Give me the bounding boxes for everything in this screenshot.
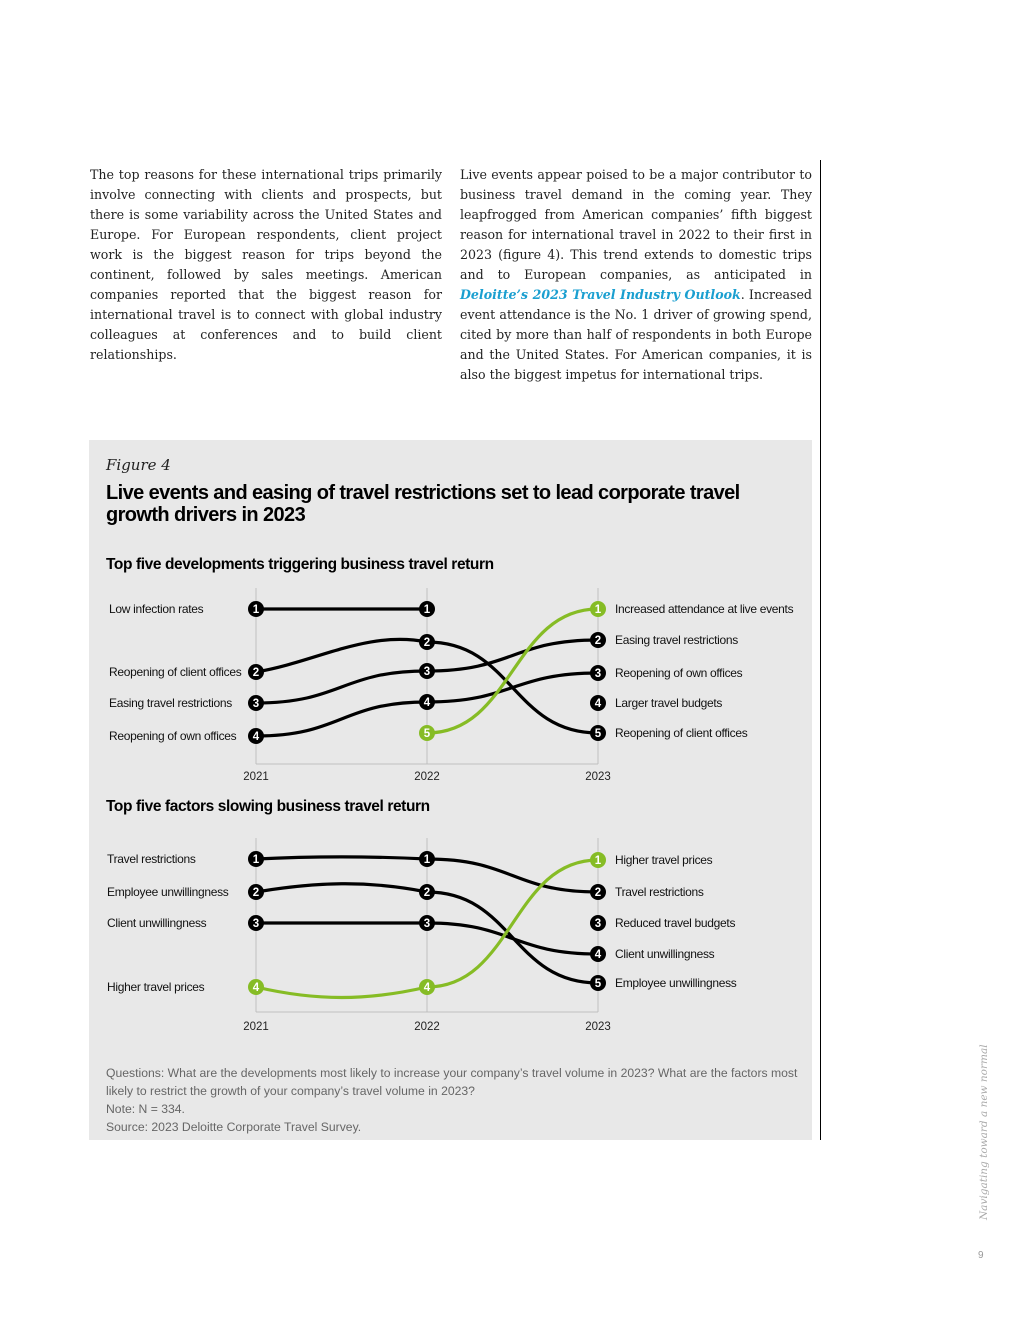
chart-developments xyxy=(89,580,812,790)
notes-source: Source: 2023 Deloitte Corporate Travel Survey. xyxy=(106,1120,362,1134)
chart-1-title: Top five developments triggering business travel return xyxy=(106,556,494,573)
figure-notes xyxy=(106,1064,806,1136)
notes-n: Note: N = 334. xyxy=(106,1102,185,1116)
running-title: Navigating toward a new normal xyxy=(978,1044,990,1220)
rank-number: 5 xyxy=(594,978,602,991)
figure-4-panel xyxy=(89,440,812,1140)
right-label: Easing travel restrictions xyxy=(615,633,738,647)
rank-number: 4 xyxy=(423,697,431,710)
year-label-2023: 2023 xyxy=(585,771,611,783)
rank-number: 2 xyxy=(594,635,602,648)
rank-number: 1 xyxy=(423,854,431,867)
rank-number: 3 xyxy=(423,918,431,931)
page-number: 9 xyxy=(978,1250,984,1261)
left-label: Reopening of own offices xyxy=(109,729,237,743)
rank-number: 3 xyxy=(252,698,260,711)
rank-number: 1 xyxy=(423,604,431,617)
rank-number: 3 xyxy=(252,918,260,931)
rank-number: 1 xyxy=(594,604,602,617)
right-label: Reopening of own offices xyxy=(615,666,743,680)
right-label: Travel restrictions xyxy=(615,885,704,899)
year-label-2022: 2022 xyxy=(414,1021,440,1033)
left-label: Higher travel prices xyxy=(107,980,205,994)
rank-number: 4 xyxy=(594,698,602,711)
body-column-right xyxy=(460,165,812,385)
right-paragraph xyxy=(460,165,812,385)
rank-number: 5 xyxy=(423,728,431,741)
figure-label: Figure 4 xyxy=(106,456,171,474)
right-paragraph-part2: . Increased event attendance is the No. 1 driver of growing spend, cited by more than half of respondents in both Europe and the United States. For American companies, it is also the biggest impetus for international trips. xyxy=(460,287,812,382)
rank-number: 5 xyxy=(594,728,602,741)
figure-title: Live events and easing of travel restrictions set to lead corporate travel growth drivers in 2023 xyxy=(106,482,740,526)
right-label: Higher travel prices xyxy=(615,853,713,867)
body-column-left xyxy=(90,165,442,365)
right-label: Reduced travel budgets xyxy=(615,916,736,930)
right-paragraph-part1: Live events appear poised to be a major contributor to business travel demand in the coming year. They leapfrogged from American companies’ fifth biggest reason for international travel in 2022 to their first in 2023 (figure 4). This trend extends to domestic trips and to European companies, as anticipated in xyxy=(460,167,812,282)
rank-number: 1 xyxy=(252,854,260,867)
right-label: Client unwillingness xyxy=(615,947,715,961)
column-divider xyxy=(820,160,821,1140)
year-label-2023: 2023 xyxy=(585,1021,611,1033)
rank-number: 3 xyxy=(594,918,602,931)
rank-number: 4 xyxy=(252,982,260,995)
left-label: Easing travel restrictions xyxy=(109,696,232,710)
rank-number: 2 xyxy=(423,887,431,900)
rank-number: 1 xyxy=(594,855,602,868)
right-label: Reopening of client offices xyxy=(615,726,748,740)
left-paragraph: The top reasons for these international trips primarily involve connecting with clients and prospects, but there is some variability across the United States and Europe. For European respondents, client project work is the biggest reason for trips beyond the continent, followed by sales meetings. American companies reported that the biggest reason for international travel is to connect with global industry colleagues at conferences and to build client relationships. xyxy=(90,167,442,362)
left-label: Client unwillingness xyxy=(107,916,207,930)
chart-2-title: Top five factors slowing business travel return xyxy=(106,798,430,815)
year-label-2021: 2021 xyxy=(243,771,269,783)
left-label: Low infection rates xyxy=(109,602,204,616)
chart-slowing-factors xyxy=(89,830,812,1040)
rank-number: 2 xyxy=(252,667,260,680)
year-label-2022: 2022 xyxy=(414,771,440,783)
year-label-2021: 2021 xyxy=(243,1021,269,1033)
outlook-link[interactable]: Deloitte’s 2023 Travel Industry Outlook xyxy=(460,287,741,302)
rank-number: 1 xyxy=(252,604,260,617)
rank-number: 2 xyxy=(423,637,431,650)
rank-number: 2 xyxy=(252,887,260,900)
rank-number: 4 xyxy=(594,949,602,962)
left-label: Reopening of client offices xyxy=(109,665,242,679)
left-label: Travel restrictions xyxy=(107,852,196,866)
rank-number: 4 xyxy=(423,982,431,995)
rank-number: 4 xyxy=(252,731,260,744)
rank-number: 3 xyxy=(594,668,602,681)
right-label: Increased attendance at live events xyxy=(615,602,794,616)
rank-number: 2 xyxy=(594,887,602,900)
right-label: Employee unwillingness xyxy=(615,976,737,990)
left-label: Employee unwillingness xyxy=(107,885,229,899)
rank-number: 3 xyxy=(423,666,431,679)
notes-questions: Questions: What are the developments most likely to increase your company’s travel volume in 2023? What are the factors most likely to restrict the growth of your company’s travel volume in 2023? xyxy=(106,1066,798,1098)
right-label: Larger travel budgets xyxy=(615,696,723,710)
